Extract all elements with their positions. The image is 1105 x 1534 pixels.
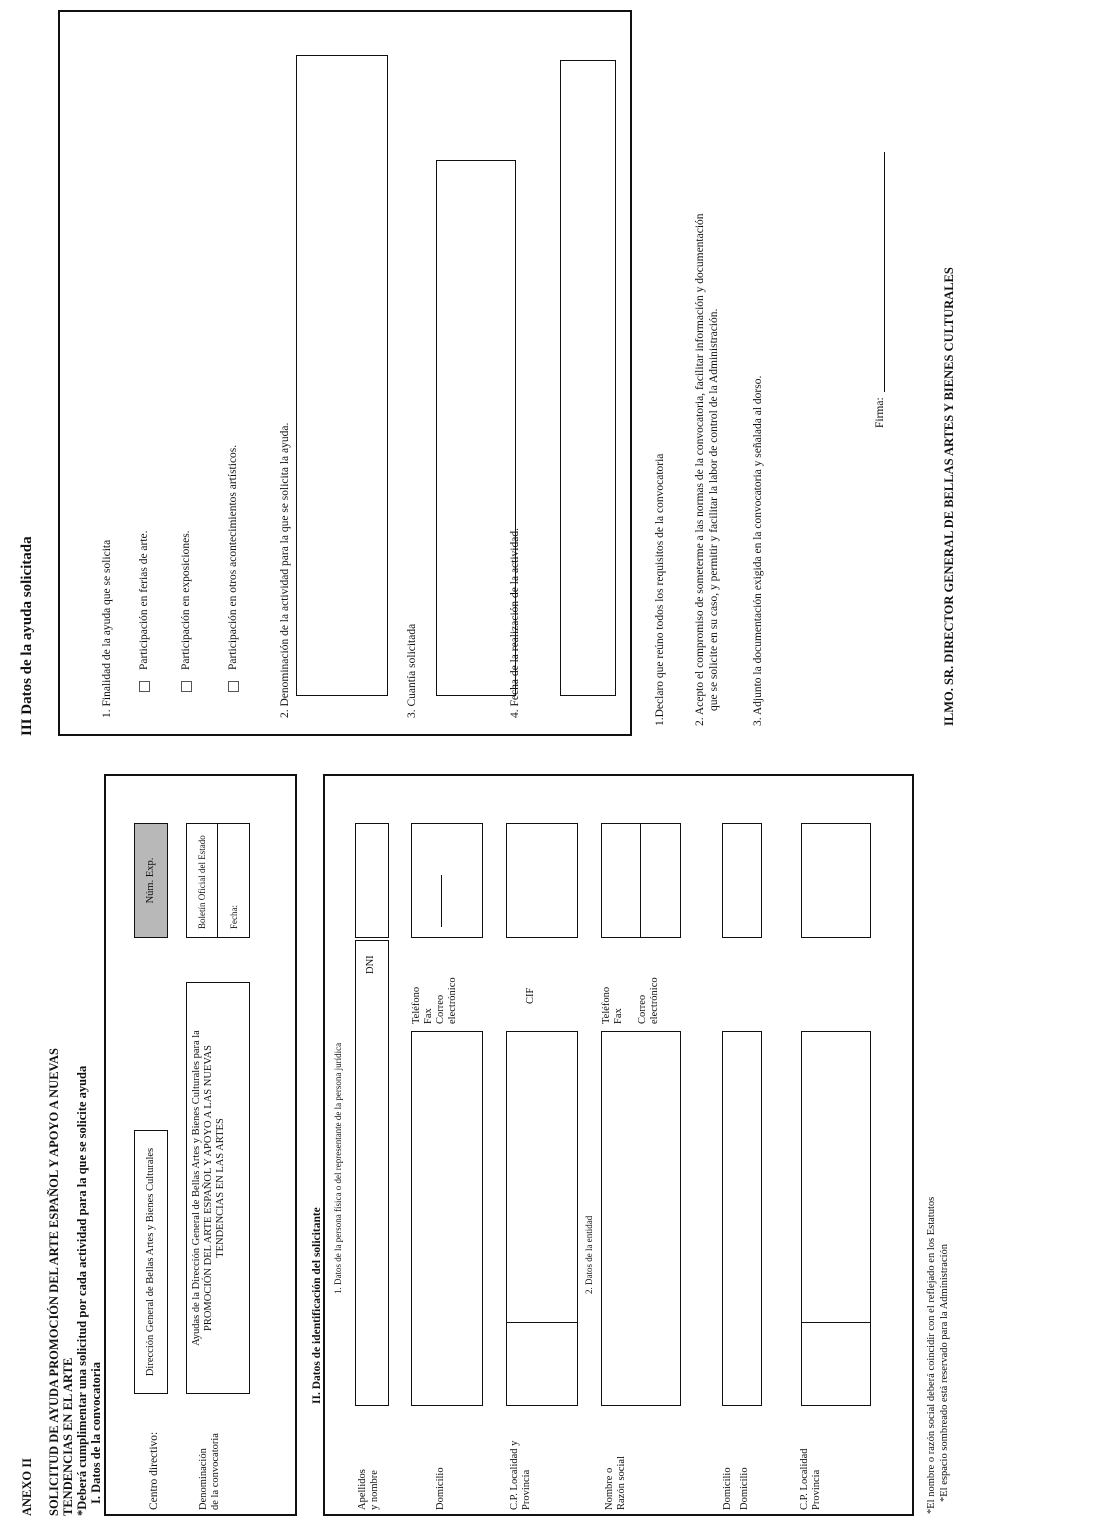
domicilio-field[interactable] [411, 1031, 483, 1406]
cuantia-field[interactable] [436, 160, 516, 696]
form-title-line1: SOLICITUD DE AYUDA PROMOCIÓN DEL ARTE ESPAÑOL Y APOYO A NUEVAS [47, 1048, 61, 1516]
q2-label: 2. Denominación de la actividad para la que se solicita la ayuda. [279, 422, 291, 718]
firma-line[interactable] [884, 152, 885, 392]
section1-box [104, 774, 297, 1516]
apellidos-label: Apellidos y nombre [357, 1469, 380, 1510]
nombre-label: Nombre o Razón social [604, 1456, 627, 1510]
num-exp-field: Núm. Exp. [134, 823, 168, 938]
section2-title: II. Datos de identificación del solicitante [311, 1207, 323, 1404]
footnote-2: *El espacio sombreado está reservado para la Administración [939, 1243, 950, 1502]
option-otros-label: Participación en otros acontecimientos artísticos. [227, 444, 239, 670]
option-otros-checkbox[interactable] [228, 681, 239, 692]
section3-box [58, 10, 632, 736]
section3-title: III Datos de la ayuda solicitada [19, 536, 35, 736]
footnote-1: *El nombre o razón social deberá coincidir con el reflejado en los Estatutos [926, 1196, 937, 1514]
cp2-field[interactable] [801, 1031, 871, 1406]
option-ferias-label: Participación en ferias de arte. [138, 530, 150, 670]
actividad-field[interactable] [296, 55, 388, 696]
q4-label: 4. Fecha de la realización de la actividad. [509, 528, 521, 718]
domicilio2-field[interactable] [722, 1031, 762, 1406]
section2-box [323, 774, 914, 1516]
q1-label: 1. Finalidad de la ayuda que se solicita [101, 539, 113, 718]
centro-label: Centro directivo: [148, 1431, 160, 1510]
cp-field[interactable] [506, 1031, 578, 1406]
cif-field[interactable] [506, 823, 578, 938]
denominacion-field[interactable]: Ayudas de la Dirección General de Bellas Artes y Bienes Culturales para la PROMOCIÓN DEL ARTE ESPAÑOL Y APOYO A LAS NUEVAS TENDENCIAS EN LAS ARTES [186, 982, 250, 1394]
dni-label: DNI [365, 955, 376, 974]
telefono2-label: Teléfono Fax Correo electrónico [601, 977, 660, 1024]
cif-label: CIF [525, 987, 536, 1004]
firma-label: Firma: [874, 397, 886, 428]
telefono-field[interactable] [411, 823, 483, 938]
declaration-2b: que se solicite en su caso, y permitir y facilitar la labor de control de la Administración. [708, 308, 720, 711]
section1-title: I. Datos de la convocatoria [89, 1362, 103, 1504]
boe-field[interactable] [186, 823, 250, 938]
centro-field[interactable]: Dirección General de Bellas Artes y Bienes Culturales [134, 1130, 168, 1394]
section2-sub2: 2. Datos de la entidad [584, 1215, 594, 1294]
denominacion-label: Denominación de la convocatoria [198, 1433, 221, 1510]
domicilio3-field[interactable] [722, 823, 762, 938]
option-ferias-checkbox[interactable] [139, 681, 150, 692]
option-exposiciones-label: Participación en exposiciones. [180, 530, 192, 670]
declaration-1: 1.Declaro que reúno todos los requisitos de la convocatoria [654, 453, 666, 726]
anexo-label: ANEXO II [20, 1458, 34, 1516]
cp2-extra-field[interactable] [801, 823, 871, 938]
fecha-actividad-field[interactable] [560, 60, 616, 696]
declaration-2a: 2. Acepto el compromiso de someterme a las normas de la convocatoria, facilitar información y documentación [694, 213, 706, 726]
option-exposiciones-checkbox[interactable] [181, 681, 192, 692]
declaration-3: 3. Adjunto la documentación exigida en la convocatoria y señalada al dorso. [752, 375, 764, 726]
cp2-label: C.P. Localidad Provincia [799, 1448, 822, 1510]
apellidos-field[interactable] [355, 940, 389, 1406]
form-title-line2: TENDENCIAS EN EL ARTE [61, 1357, 75, 1516]
boe-fecha-label: Fecha: [229, 905, 239, 929]
telefono2-field[interactable] [601, 823, 681, 938]
domicilio-label: Domicilio [435, 1467, 446, 1510]
nombre-field[interactable] [601, 1031, 681, 1406]
section2-sub1: 1. Datos de la persona física o del representante de la persona jurídica [333, 1042, 343, 1294]
q3-label: 3. Cuantía solicitada [406, 623, 418, 718]
domicilio3-label: Domicilio [739, 1467, 750, 1510]
boe-label: Boletín Oficial del Estado [197, 835, 207, 929]
addressee: ILMO. SR. DIRECTOR GENERAL DE BELLAS ARTES Y BIENES CULTURALES [942, 267, 956, 726]
cp-label: C.P. Localidad y Provincia [509, 1440, 532, 1510]
domicilio2-label: Domicilio [722, 1467, 733, 1510]
telefono-label: Teléfono Fax Correo electrónico [411, 977, 458, 1024]
dni-field[interactable] [355, 823, 389, 938]
form-instruction: *Deberá cumplimentar una solicitud por cada actividad para la que se solicite ayuda [75, 1065, 89, 1516]
